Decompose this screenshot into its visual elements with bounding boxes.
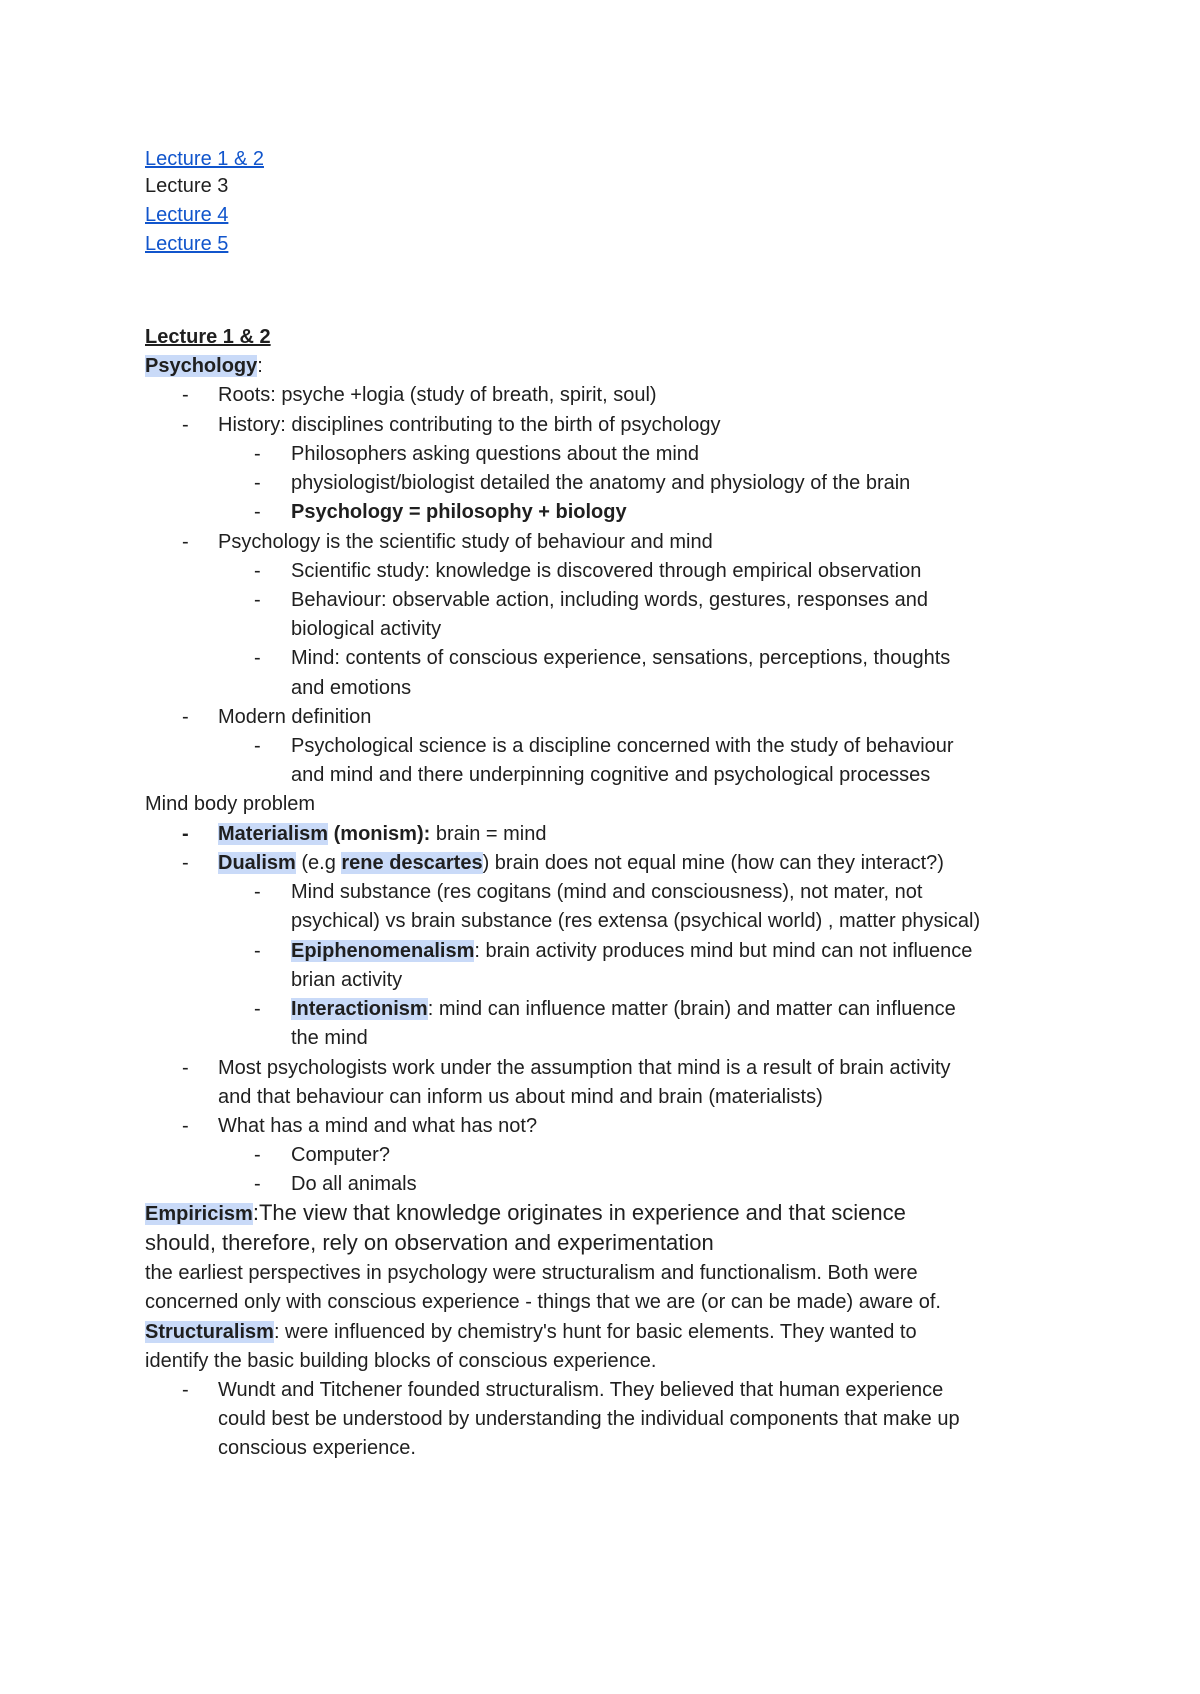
toc-link-lecture-5[interactable]: Lecture 5 — [145, 233, 229, 255]
dualism-definition: ) brain does not equal mine (how can they interact?) — [482, 852, 944, 874]
section-heading: Lecture 1 & 2 — [145, 326, 271, 348]
bullet-dash: - — [182, 706, 189, 728]
bullet-dash: - — [254, 647, 261, 669]
dualism-item — [218, 851, 944, 875]
bullet-dash: - — [254, 560, 261, 582]
toc-lecture-3: Lecture 3 — [145, 175, 229, 197]
bullet-dash: - — [182, 1379, 189, 1401]
bullet-dash: - — [254, 1144, 261, 1166]
psychology-suffix: : — [257, 355, 263, 377]
bullet-dash: - — [182, 384, 189, 406]
interactionism-term: Interactionism — [291, 998, 428, 1020]
bullet-dash: - — [182, 1057, 189, 1079]
materialism-qualifier: (monism): — [328, 823, 431, 845]
modern-item: Modern definition — [218, 706, 372, 728]
history-sub-item: physiologist/biologist detailed the anatomy and physiology of the brain — [291, 472, 911, 494]
dualism-term: Dualism — [218, 852, 296, 874]
scientific-sub-item-cont: and emotions — [291, 677, 412, 699]
mind-body-heading: Mind body problem — [145, 793, 316, 815]
earliest-paragraph-cont: concerned only with conscious experience - things that we are (or can be made) aware of. — [145, 1291, 941, 1313]
most-item: Most psychologists work under the assumption that mind is a result of brain activity — [218, 1057, 951, 1079]
bullet-dash: - — [254, 443, 261, 465]
interactionism-definition: : mind can influence matter (brain) and matter can influence — [427, 998, 956, 1020]
empiricism-term: Empiricism — [145, 1203, 253, 1225]
what-mind-sub-item: Computer? — [291, 1144, 390, 1166]
dualism-eg: (e.g — [295, 852, 342, 874]
bullet-dash: - — [182, 531, 189, 553]
toc-link-lecture-1-2[interactable]: Lecture 1 & 2 — [145, 148, 264, 170]
bullet-dash: - — [182, 1115, 189, 1137]
scientific-sub-item-cont: biological activity — [291, 618, 442, 640]
bullet-dash: - — [254, 940, 261, 962]
interactionism-item — [291, 997, 956, 1021]
modern-sub-item-cont: and mind and there underpinning cognitive and psychological processes — [291, 764, 931, 786]
psychology-line — [145, 354, 263, 378]
bullet-dash: - — [182, 823, 189, 845]
toc-link-lecture-4[interactable]: Lecture 4 — [145, 204, 229, 226]
empiricism-cont: should, therefore, rely on observation and experimentation — [145, 1230, 714, 1255]
materialism-term: Materialism — [218, 823, 329, 845]
bullet-dash: - — [182, 414, 189, 436]
bullet-dash: - — [254, 735, 261, 757]
dualism-name: rene descartes — [341, 852, 483, 874]
wundt-item-cont: conscious experience. — [218, 1437, 416, 1459]
bullet-dash: - — [182, 852, 189, 874]
epiphenomenalism-cont: brian activity — [291, 969, 403, 991]
structuralism-term: Structuralism — [145, 1321, 274, 1343]
modern-sub-item: Psychological science is a discipline concerned with the study of behaviour — [291, 735, 954, 757]
epiphenomenalism-definition: : brain activity produces mind but mind can not influence — [474, 940, 973, 962]
bullet-dash: - — [254, 589, 261, 611]
most-item-cont: and that behaviour can inform us about mind and brain (materialists) — [218, 1086, 823, 1108]
what-mind-item: What has a mind and what has not? — [218, 1115, 538, 1137]
scientific-sub-item: Behaviour: observable action, including words, gestures, responses and — [291, 589, 929, 611]
wundt-item-cont: could best be understood by understanding the individual components that make up — [218, 1408, 960, 1430]
scientific-item: Psychology is the scientific study of behaviour and mind — [218, 531, 713, 553]
structuralism-cont: identify the basic building blocks of conscious experience. — [145, 1350, 657, 1372]
history-sub-item: Philosophers asking questions about the mind — [291, 443, 700, 465]
empiricism-line — [145, 1201, 906, 1226]
bullet-dash: - — [254, 998, 261, 1020]
materialism-item — [218, 822, 546, 846]
epiphenomenalism-term: Epiphenomenalism — [291, 940, 475, 962]
scientific-sub-item: Mind: contents of conscious experience, sensations, perceptions, thoughts — [291, 647, 951, 669]
bullet-dash: - — [254, 472, 261, 494]
bullet-dash: - — [254, 1173, 261, 1195]
psychology-term: Psychology — [145, 355, 258, 377]
what-mind-sub-item: Do all animals — [291, 1173, 417, 1195]
history-item: History: disciplines contributing to the birth of psychology — [218, 414, 721, 436]
scientific-sub-item: Scientific study: knowledge is discovered through empirical observation — [291, 560, 922, 582]
dualism-sub-item-cont: psychical) vs brain substance (res extensa (psychical world) , matter physical) — [291, 910, 981, 932]
structuralism-definition: : were influenced by chemistry's hunt for basic elements. They wanted to — [273, 1321, 917, 1343]
interactionism-cont: the mind — [291, 1027, 368, 1049]
epiphenomenalism-item — [291, 939, 972, 963]
history-sub-item: Psychology = philosophy + biology — [291, 501, 627, 523]
materialism-definition: brain = mind — [430, 823, 547, 845]
roots-item: Roots: psyche +logia (study of breath, spirit, soul) — [218, 384, 657, 406]
wundt-item: Wundt and Titchener founded structuralism. They believed that human experience — [218, 1379, 944, 1401]
earliest-paragraph: the earliest perspectives in psychology were structuralism and functionalism. Both were — [145, 1262, 918, 1284]
bullet-dash: - — [254, 881, 261, 903]
bullet-dash: - — [254, 501, 261, 523]
structuralism-line — [145, 1320, 917, 1344]
dualism-sub-item: Mind substance (res cogitans (mind and consciousness), not mater, not — [291, 881, 923, 903]
empiricism-definition: :The view that knowledge originates in experience and that science — [252, 1200, 906, 1225]
